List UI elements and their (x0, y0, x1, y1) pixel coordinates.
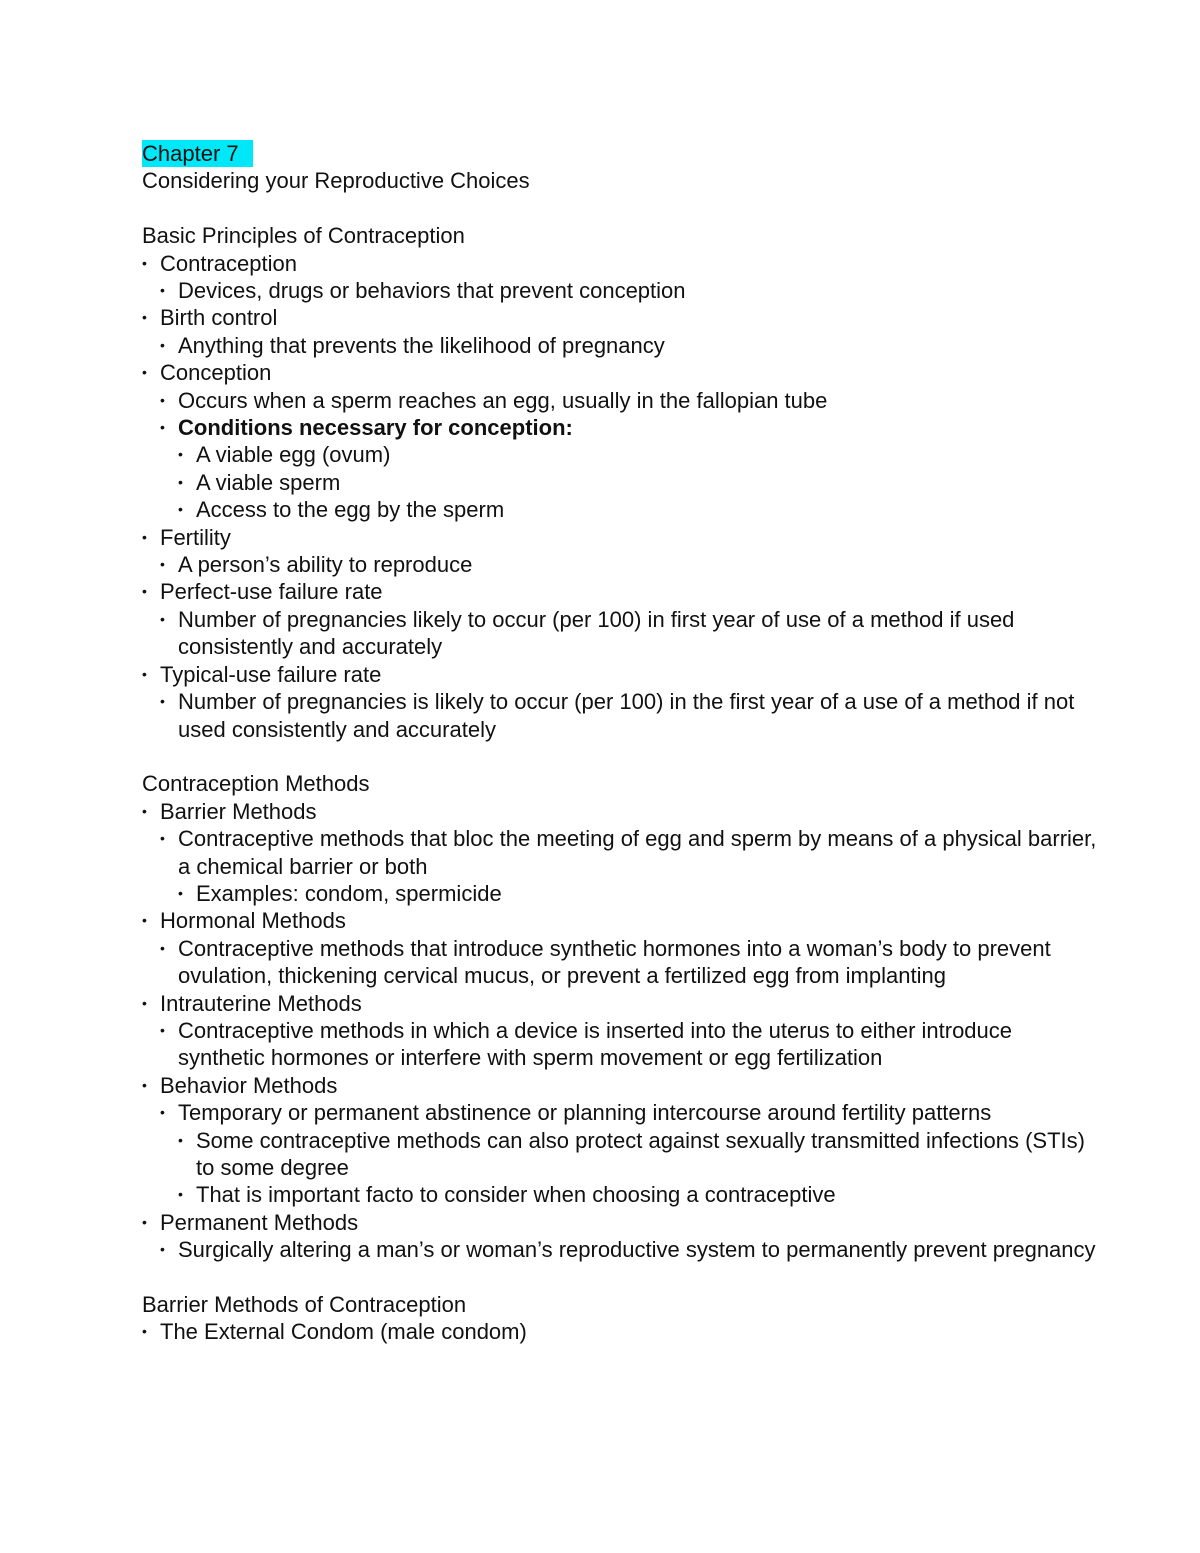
document-title: Considering your Reproductive Choices (142, 168, 530, 194)
sections-container (142, 195, 1102, 1346)
list-item (178, 441, 1102, 468)
list-item-text: A viable sperm (196, 469, 341, 495)
list-item-text: Birth control (160, 305, 278, 331)
list-item-text: Conditions necessary for conception: (178, 415, 573, 441)
list-item (178, 1181, 1102, 1208)
blank-line (142, 1264, 1102, 1291)
list-item (160, 551, 1102, 578)
list-item-text: Some contraceptive methods can also protect against sexually transmitted infections (STIs) to some degree (196, 1127, 1085, 1180)
list-item (142, 907, 1102, 934)
bullet-icon: • (160, 556, 165, 573)
list-item-text: A viable egg (ovum) (196, 442, 391, 468)
bullet-icon: • (142, 254, 147, 271)
list-item-text: That is important facto to consider when choosing a contraceptive (196, 1182, 836, 1208)
list-item (160, 935, 1102, 990)
bullet-icon: • (142, 583, 147, 600)
list-item (142, 798, 1102, 825)
bullet-icon: • (142, 912, 147, 929)
list-item (142, 359, 1102, 386)
list-item (142, 304, 1102, 331)
list-item-text: Behavior Methods (160, 1072, 338, 1098)
bullet-icon: • (142, 665, 147, 682)
list-item-text: Contraceptive methods that introduce synthetic hormones into a woman’s body to prevent ovulation, thickening cervical mucus, or prevent a fertilized egg from implanting (178, 935, 1051, 989)
section-heading: Barrier Methods of Contraception (142, 1292, 467, 1318)
bullet-icon: • (142, 1323, 147, 1340)
list-item (142, 1318, 1102, 1345)
chapter-line (142, 140, 1102, 167)
list-item (160, 332, 1102, 359)
bullet-icon: • (160, 336, 165, 353)
bullet-icon: • (142, 364, 147, 381)
list-item-text: Temporary or permanent abstinence or planning intercourse around fertility patterns (178, 1100, 992, 1126)
list-item-text: The External Condom (male condom) (160, 1319, 527, 1345)
list-item (142, 661, 1102, 688)
list-item-text: Conception (160, 360, 272, 386)
bullet-icon: • (160, 830, 165, 847)
blank-line (142, 743, 1102, 770)
bullet-icon: • (160, 1241, 165, 1258)
list-item (178, 469, 1102, 496)
bullet-icon: • (160, 419, 165, 436)
list-item-text: Access to the egg by the sperm (196, 497, 505, 523)
bullet-icon: • (160, 1104, 165, 1121)
list-item-text: Number of pregnancies likely to occur (per 100) in first year of use of a method if used consistently and accurately (178, 606, 1015, 660)
list-item (160, 387, 1102, 414)
list-item-text: Fertility (160, 524, 231, 550)
list-item-text: Permanent Methods (160, 1209, 359, 1235)
list-item (142, 990, 1102, 1017)
list-item-text: Intrauterine Methods (160, 990, 362, 1016)
list-item-text: Examples: condom, spermicide (196, 880, 502, 906)
list-item (160, 277, 1102, 304)
bullet-icon: • (142, 1213, 147, 1230)
bullet-icon: • (178, 501, 183, 518)
list-item-text: Devices, drugs or behaviors that prevent conception (178, 278, 686, 304)
bullet-icon: • (160, 282, 165, 299)
section-heading: Basic Principles of Contraception (142, 223, 465, 249)
list-item-text: A person’s ability to reproduce (178, 552, 473, 578)
bullet-icon: • (178, 446, 183, 463)
list-item (142, 524, 1102, 551)
list-item (160, 825, 1102, 880)
list-item-text: Contraceptive methods that bloc the meeting of egg and sperm by means of a physical barrier, a chemical barrier or both (178, 826, 1097, 879)
list-item (142, 1209, 1102, 1236)
bullet-icon: • (142, 1076, 147, 1093)
bullet-icon: • (142, 802, 147, 819)
bullet-icon: • (160, 391, 165, 408)
document-body (142, 140, 1102, 1346)
bullet-icon: • (160, 939, 165, 956)
bullet-icon: • (142, 309, 147, 326)
blank-line (142, 195, 1102, 222)
chapter-label: Chapter 7 (142, 140, 253, 167)
list-item-text: Perfect-use failure rate (160, 579, 383, 605)
list-item-text: Hormonal Methods (160, 908, 346, 934)
list-item-text: Occurs when a sperm reaches an egg, usually in the fallopian tube (178, 387, 828, 413)
list-item-text: Contraceptive methods in which a device is inserted into the uterus to either introduce synthetic hormones or interfere with sperm movement or egg fertilization (178, 1017, 1013, 1071)
list-item-text: Contraception (160, 250, 297, 276)
list-item (160, 1017, 1102, 1072)
bullet-icon: • (160, 693, 165, 710)
list-item (178, 880, 1102, 907)
list-item-text: Anything that prevents the likelihood of pregnancy (178, 332, 665, 358)
bullet-icon: • (178, 1131, 183, 1148)
bullet-icon: • (178, 1186, 183, 1203)
bullet-icon: • (142, 994, 147, 1011)
list-item (160, 1099, 1102, 1126)
list-item (178, 1127, 1102, 1182)
bullet-icon: • (178, 473, 183, 490)
list-item (160, 606, 1102, 661)
list-item (142, 1072, 1102, 1099)
list-item (142, 250, 1102, 277)
bullet-icon: • (160, 610, 165, 627)
list-item-text: Typical-use failure rate (160, 661, 382, 687)
bullet-icon: • (142, 528, 147, 545)
list-item (142, 578, 1102, 605)
list-item (160, 414, 1102, 441)
list-item (160, 688, 1102, 743)
list-item-text: Barrier Methods (160, 798, 317, 824)
list-item-text: Surgically altering a man’s or woman’s reproductive system to permanently prevent pregnancy (178, 1237, 1096, 1263)
bullet-icon: • (178, 884, 183, 901)
section-heading: Contraception Methods (142, 771, 370, 797)
list-item (160, 1236, 1102, 1263)
list-item (178, 496, 1102, 523)
list-item-text: Number of pregnancies is likely to occur (per 100) in the first year of a use of a method if not used consistently and accurately (178, 689, 1075, 742)
bullet-icon: • (160, 1021, 165, 1038)
